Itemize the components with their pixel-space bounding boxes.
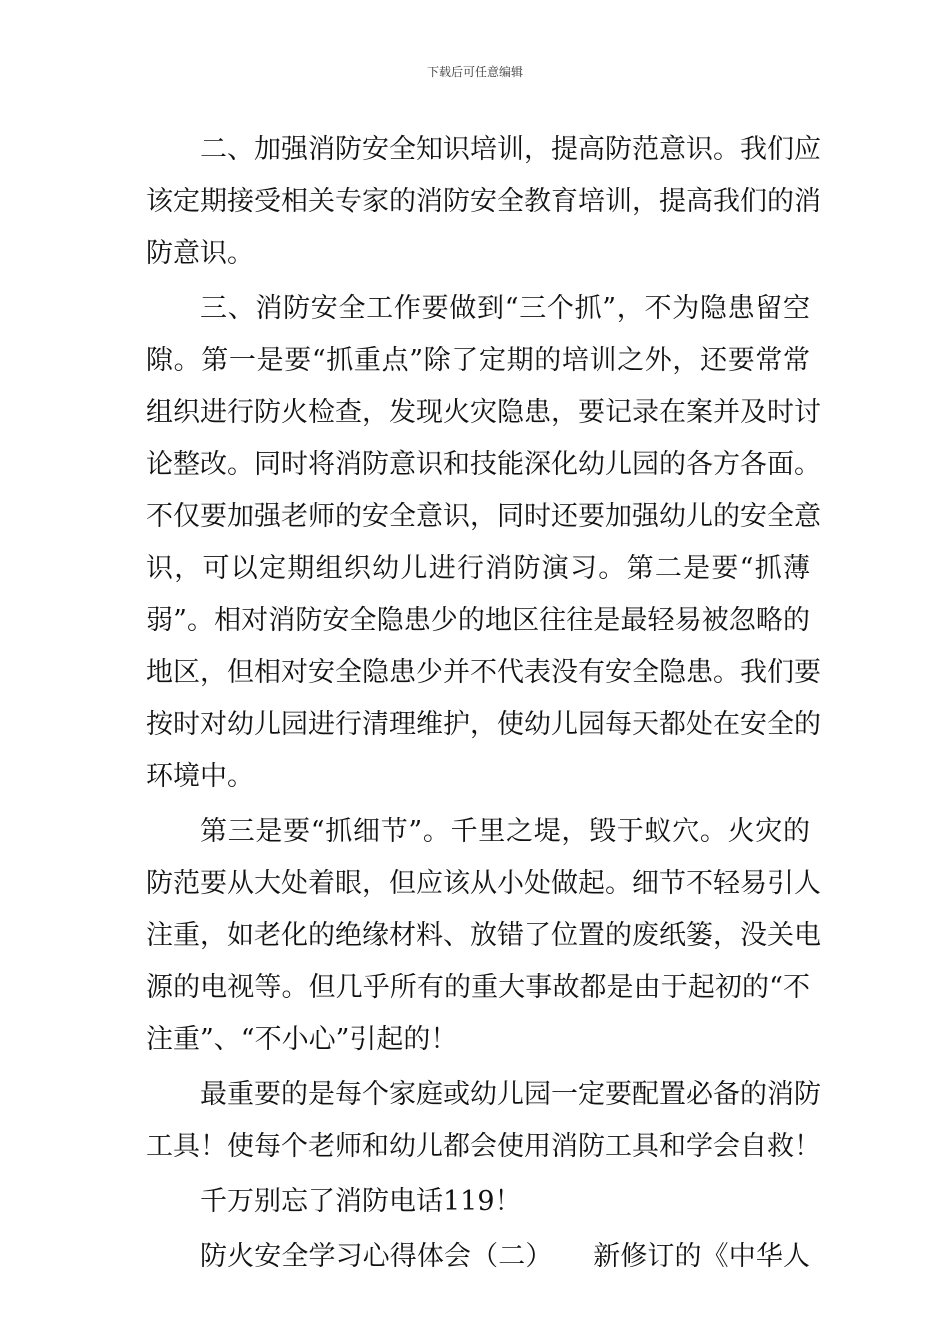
paragraph-3-line-3: 组织进行防火检查，发现火灾隐患，要记录在案并及时讨 [146,397,821,428]
paragraph-3-line-4: 论整改。同时将消防意识和技能深化幼儿园的各方各面。 [146,449,821,480]
paragraph-2-line-3: 防意识。 [146,238,254,269]
paragraph-5-line-1: 最重要的是每个家庭或幼儿园一定要配置必备的消防 [200,1079,821,1110]
paragraph-7-line-1: 防火安全学习心得体会（二） 新修订的《中华人 [200,1241,810,1272]
paragraph-4-line-5: 注重”、“不小心”引起的！ [146,1024,458,1055]
paragraph-3-line-7: 弱”。相对消防安全隐患少的地区往往是最轻易被忽略的 [146,605,810,636]
paragraph-3-line-9: 按时对幼儿园进行清理维护，使幼儿园每天都处在安全的 [146,709,821,740]
document-body [146,124,821,1283]
paragraph-4-line-2: 防范要从大处着眼，但应该从小处做起。细节不轻易引人 [146,868,821,899]
paragraph-6-line-1: 千万别忘了消防电话119！ [200,1186,522,1217]
paragraph-4-line-1: 第三是要“抓细节”。千里之堤，毁于蚁穴。火灾的 [200,816,810,847]
paragraph-3-line-5: 不仅要加强老师的安全意识，同时还要加强幼儿的安全意 [146,501,821,532]
paragraph-2-line-1: 二、加强消防安全知识培训，提高防范意识。我们应 [200,134,821,165]
paragraph-3-line-10: 环境中。 [146,761,254,792]
paragraph-3-line-8: 地区，但相对安全隐患少并不代表没有安全隐患。我们要 [146,657,821,688]
paragraph-3-line-2: 隙。第一是要“抓重点”除了定期的培训之外，还要常常 [146,345,810,376]
paragraph-3-line-6: 识，可以定期组织幼儿进行消防演习。第二是要“抓薄 [146,553,810,584]
paragraph-4-line-4: 源的电视等。但几乎所有的重大事故都是由于起初的“不 [146,972,810,1003]
page-header-note: 下载后可任意编辑 [426,65,523,79]
paragraph-2-line-2: 该定期接受相关专家的消防安全教育培训，提高我们的消 [146,186,821,217]
paragraph-3-line-1: 三、消防安全工作要做到“三个抓”，不为隐患留空 [200,293,810,324]
paragraph-5-line-2: 工具！使每个老师和幼儿都会使用消防工具和学会自救！ [146,1131,821,1162]
paragraph-4-line-3: 注重，如老化的绝缘材料、放错了位置的废纸篓，没关电 [146,920,821,951]
